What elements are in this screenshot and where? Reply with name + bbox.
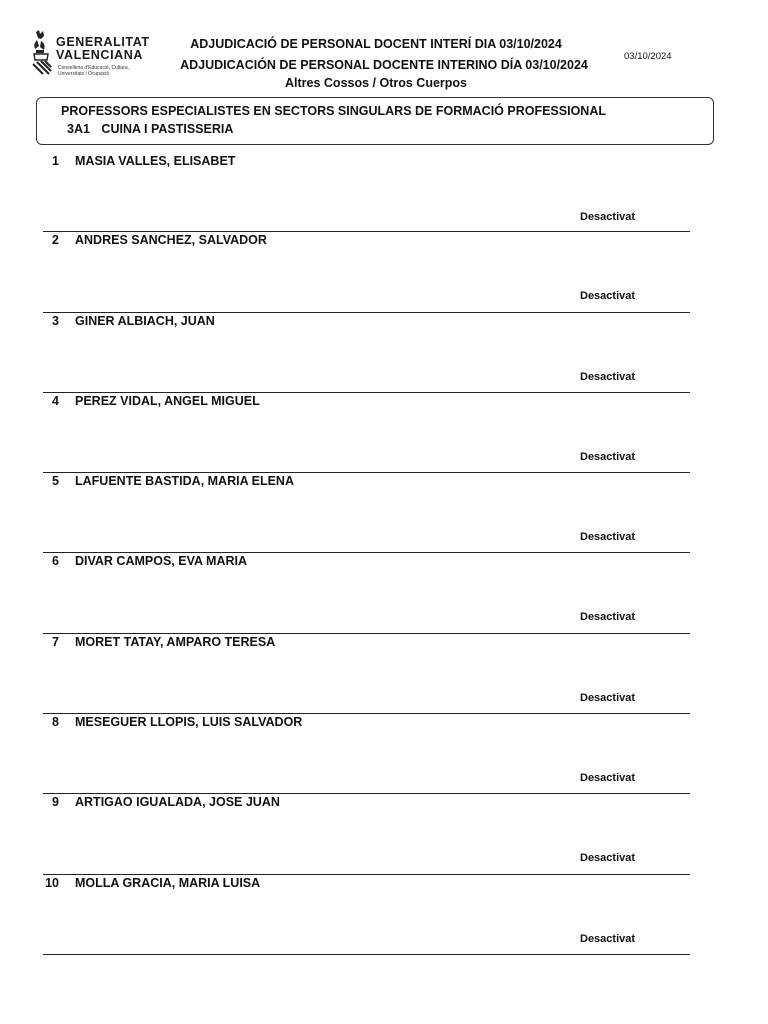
entry-status: Desactivat — [580, 450, 636, 463]
entry-name: DIVAR CAMPOS, EVA MARIA — [75, 554, 247, 569]
title-spanish: ADJUDICACIÓN DE PERSONAL DOCENTE INTERINO DÍA 03/10/2024 — [180, 58, 588, 72]
entry-status: Desactivat — [580, 211, 636, 223]
entry-status: Desactivat — [580, 531, 636, 544]
list-item — [43, 875, 690, 955]
entry-status: Desactivat — [580, 691, 636, 704]
logo-department: Conselleria d'Educació, Cultura, Universitats i Ocupació — [58, 65, 129, 77]
entry-status: Desactivat — [580, 611, 636, 624]
title-valencian: ADJUDICACIÓ DE PERSONAL DOCENT INTERÍ DIA 03/10/2024 — [190, 37, 562, 51]
entry-name: ARTIGAO IGUALADA, JOSE JUAN — [75, 795, 280, 810]
entry-name: ANDRES SANCHEZ, SALVADOR — [75, 233, 267, 248]
entry-name: MESEGUER LLOPIS, LUIS SALVADOR — [75, 715, 303, 730]
entry-number: 4 — [52, 393, 59, 408]
logo-name: GENERALITAT VALENCIANA — [56, 35, 150, 62]
list-item — [43, 794, 690, 874]
entry-name: PEREZ VIDAL, ANGEL MIGUEL — [75, 393, 260, 408]
entry-status: Desactivat — [580, 370, 636, 383]
entry-status: Desactivat — [580, 772, 636, 785]
subtitle: Altres Cossos / Otros Cuerpos — [285, 76, 467, 90]
entry-number: 2 — [52, 233, 59, 248]
list-item — [43, 313, 690, 393]
entry-status: Desactivat — [580, 932, 636, 945]
entry-name: MORET TATAY, AMPARO TERESA — [75, 634, 276, 649]
specialty-box — [36, 97, 714, 145]
list-item — [43, 232, 690, 312]
candidate-list — [43, 153, 690, 955]
entry-status: Desactivat — [580, 290, 636, 303]
entry-name: MOLLA GRACIA, MARIA LUISA — [75, 875, 261, 890]
list-item — [43, 714, 690, 794]
entry-number: 3 — [52, 313, 59, 328]
entry-number: 10 — [45, 875, 59, 890]
entry-name: LAFUENTE BASTIDA, MARIA ELENA — [75, 474, 294, 489]
list-item — [43, 153, 690, 232]
entry-number: 6 — [52, 554, 59, 569]
list-item — [43, 473, 690, 553]
document-date: 03/10/2024 — [624, 51, 672, 62]
entry-number: 8 — [52, 715, 59, 730]
entry-name: MASIA VALLES, ELISABET — [75, 154, 236, 168]
specialty-code: 3A1 — [67, 122, 90, 136]
specialty-line — [67, 122, 233, 136]
specialty-name: CUINA I PASTISSERIA — [101, 122, 234, 136]
entry-number: 9 — [52, 795, 59, 810]
entry-number: 5 — [52, 474, 59, 489]
entry-number: 7 — [52, 634, 59, 649]
list-item — [43, 393, 690, 473]
list-item — [43, 634, 690, 714]
section-heading: PROFESSORS ESPECIALISTES EN SECTORS SINGULARS DE FORMACIÓ PROFESSIONAL — [61, 104, 606, 118]
entry-status: Desactivat — [580, 852, 636, 865]
entry-name: GINER ALBIACH, JUAN — [75, 313, 215, 328]
list-item — [43, 553, 690, 633]
entry-number: 1 — [52, 154, 59, 168]
